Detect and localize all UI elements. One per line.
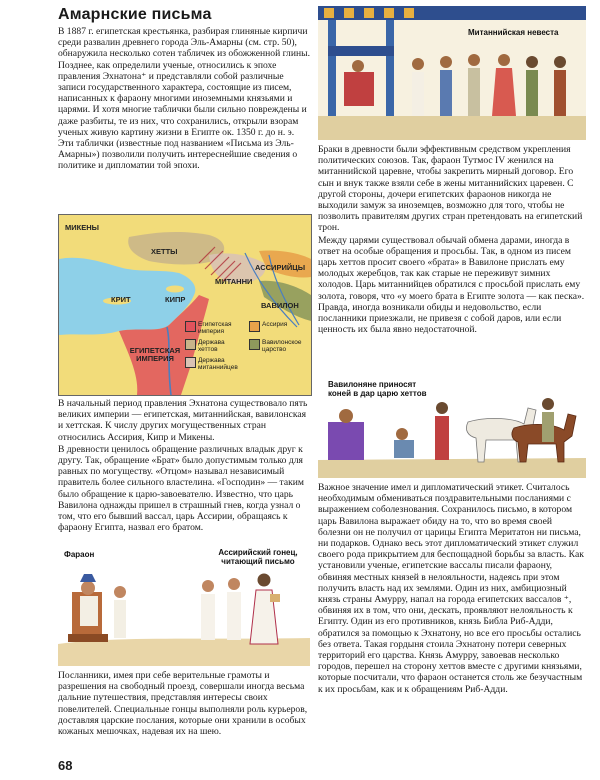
legend-item — [185, 339, 245, 353]
body-paragraph: Посланники, имея при себе верительные грамоты и разрешения на свободный проезд, совершали иногда весьма дальние путешествия, представляя интересы своих повелителей. Специальные гонцы выполняли роль курьеров, доставляя царские послания, которые они хранили в особых кожаных мешочках, надевая их на шею. — [58, 670, 308, 738]
legend-swatch — [249, 321, 260, 332]
caption-assyrian-messenger: Ассирийский гонец, читающий письмо — [218, 548, 298, 566]
right-bottom — [318, 482, 586, 695]
map-label-assyrians: АССИРИЙЦЫ — [255, 263, 306, 272]
legend-item — [185, 321, 245, 335]
horses-gift-illustration — [318, 378, 586, 478]
map-label-mycenae: МИКЕНЫ — [65, 223, 99, 232]
map-label-crete: КРИТ — [111, 295, 131, 304]
map-label-egypt-empire: ЕГИПЕТСКАЯ ИМПЕРИЯ — [129, 346, 181, 363]
legend-label: Египетская империя — [198, 321, 232, 335]
body-paragraph: В начальный период правления Эхнатона существовало пять великих империи — египетская, митаннийская, вавилонская и хеттская. К числу других могущественных стран относились Ассирия, Кипр и Микены. — [58, 398, 308, 443]
legend-label: Держава митаннийцев — [198, 357, 238, 371]
legend-label: Держава хеттов — [198, 339, 225, 353]
mitanni-bride-illustration — [318, 6, 586, 140]
legend-item — [249, 339, 307, 353]
left-column — [58, 6, 310, 172]
legend-swatch — [185, 339, 196, 350]
map-legend — [185, 321, 307, 381]
legend-label: Вавилонское царство — [262, 339, 302, 353]
body-paragraph: Важное значение имел и дипломатический этикет. Считалось необходимым обмениваться поздравительными посланиями с выражением соболезнования. Сохранилось письмо, в котором царь Вавилона выражает обиду на то, что во время своей болезни он не получил от царицы Египта Меритатон ни письма, ни подарков. Однако весь этот дипломатический этикет служил своего рода прикрытием для беспощадной борьбы за власть. Как установили ученые, египетские вассалы писали фараону, обвиняя местных князей в нелояльности, надеясь при этом получить власть над их землями. Один из них, амбициозный князь страны Амурру, напал на города египетских вассалов ⁺, обвиняя их в том, что они, дескать, проявляют нелояльность к Египту. Один из его противников, князь Библа Риб-Адди, обратился за помощью к Эхнатону, но все его просьбы остались без ответа. Такая гордыня стоила Эхнатону потери северных территорий его царства. Князь Амурру, завоевав несколько городов, перешел на сторону хеттов вместе с другими князьями, которые посчитали, что фараон останется столь же безучастным к их просьбам, как и к обращениям Риб-Адди. — [318, 482, 584, 695]
legend-swatch — [185, 321, 196, 332]
left-body — [58, 398, 310, 533]
body-paragraph: Браки в древности были эффективным средством укрепления политических союзов. Так, фараон Тутмос IV женился на митаннийской царевне, чтобы закрепить мирный договор. Его сын и внук также взяли себе в жены митаннийских царевен. С другой стороны, дочери египетских фараонов никогда не выходили замуж за иноземцев, возможно для того, чтобы не позволить правителям других стран претендовать на египетский трон. — [318, 144, 583, 234]
map-label-babylon: ВАВИЛОН — [261, 301, 299, 310]
messenger-illustration — [58, 548, 310, 666]
empires-map — [58, 214, 312, 396]
caption-mitanni-bride: Митаннийская невеста — [468, 28, 559, 37]
map-label-hittites: ХЕТТЫ — [151, 247, 178, 256]
legend-item — [185, 357, 245, 371]
caption-babylonians-horses: Вавилоняне приносят коней в дар царю хеттов — [328, 380, 427, 398]
map-label-cyprus: КИПР — [165, 295, 186, 304]
page-number: 68 — [58, 758, 73, 773]
legend-swatch — [185, 357, 196, 368]
legend-swatch — [249, 339, 260, 350]
legend-item — [249, 321, 307, 332]
article-title: Амарнские письма — [58, 6, 212, 23]
right-top — [318, 144, 586, 335]
map-label-mitanni: МИТАННИ — [215, 277, 253, 286]
left-bottom — [58, 670, 310, 737]
body-paragraph: Между царями существовал обычай обмена дарами, иногда в ответ на особые обращения и просьбы. Так, в одном из писем царь хеттов просит своего «брата» в Вавилоне прислать ему молодых жеребцов, так как старые не переживут зимних холодов. Царь митаннийцев обратился с просьбой прислать ему золота, говоря, что «у моего брата в Египте золота — как песка». Правда, иногда возникали обиды и недовольство, если посланники приезжали, не привезя с собой даров, или если ценность их была явно недостаточной. — [318, 234, 585, 336]
caption-pharaoh: Фараон — [64, 550, 95, 559]
legend-label: Ассирия — [262, 321, 288, 328]
body-paragraph: В древности ценилось обращение различных владык друг к другу. Так, обращение «Брат» было допустимым только для равных по могуществу. «Отцом» называл независимый правитель более сильного властелина. «Господин» — таким было обращение к царю-завоевателю. Известно, что царь Вавилона однажды пришел в страшный гнев, когда узнал о том, что его бывший вассал, царь Ассирии, обращаясь к фараону Египта, назвал его братом. — [58, 443, 304, 534]
intro-paragraph: В 1887 г. египетская крестьянка, разбирая глиняные кирпичи среди развалин древнего города Эль-Амарны (см. стр. 50), обнаружила несколько сотен табличек из обожженной глины. Позднее, как определили ученые, относились к эпохе правления Эхнатона⁺ и представляли собой различные записи государственного характера, состоящие из писем, написанных к фараону многими иноземными князьями и царями. И хотя многие таблички были сильно повреждены и даже разбиты, те из них, что сохранились, открыли взорам ученых живую картину жизни в Египте ок. 1350 г. до н. э. Эти таблички (известные под названием «Письма из Эль-Амарны») позволили получить интереснейшие сведения о политике и дипломатии той эпохи. — [58, 26, 310, 172]
